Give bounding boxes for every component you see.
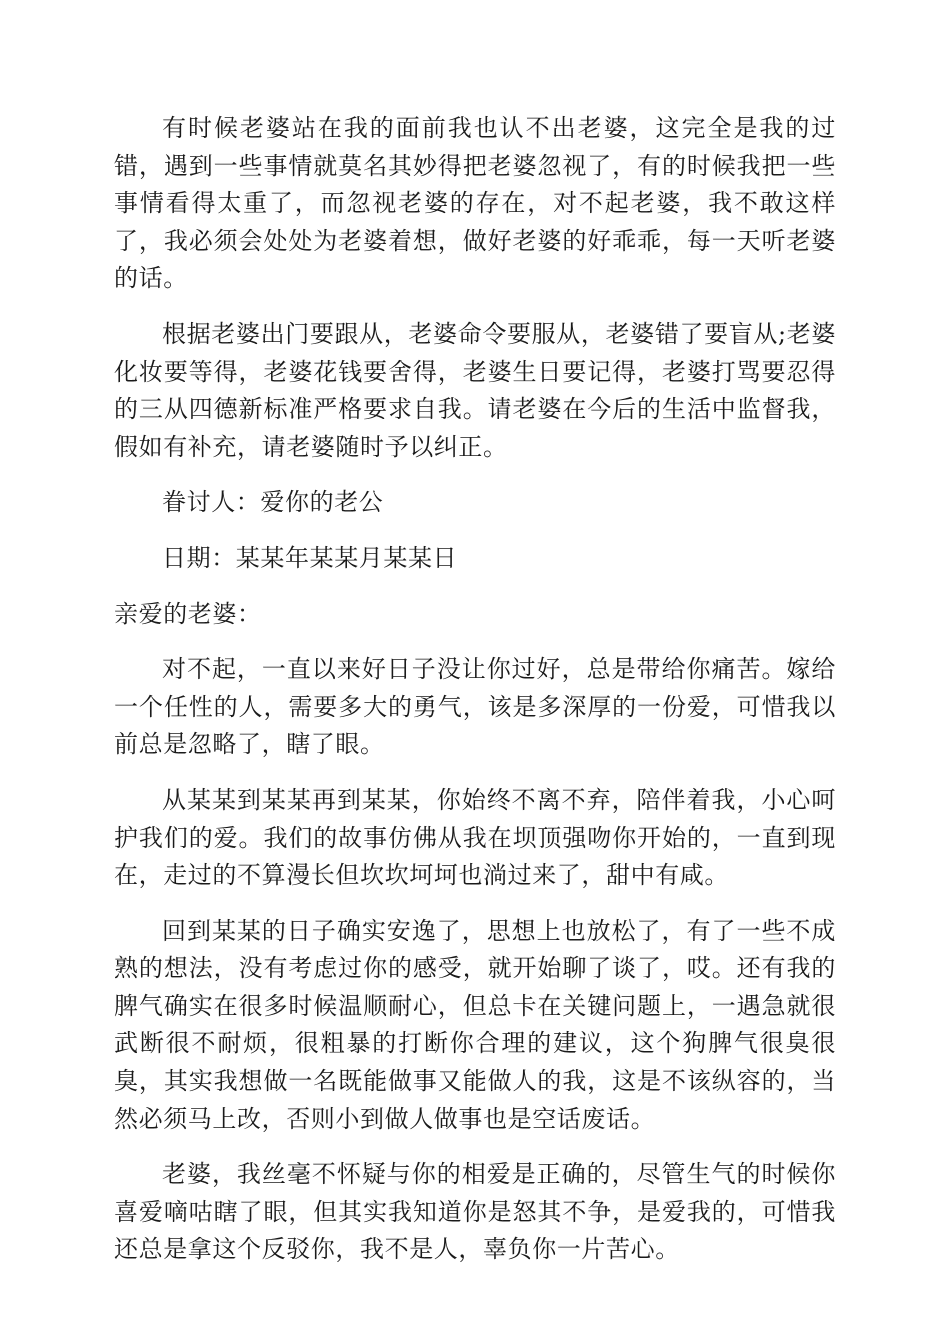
paragraph-promises: 根据老婆出门要跟从，老婆命令要服从，老婆错了要盲从;老婆化妆要等得，老婆花钱要舍得，老婆生日要记得，老婆打骂要忍得的三从四德新标准严格要求自我。请老婆在今后的生活中监督我，假如有补充，请老婆随时予以纠正。 (114, 319, 836, 461)
signature-line: 眷讨人：爱你的老公 (162, 488, 384, 517)
document-body (114, 110, 836, 1287)
paragraph-temper: 回到某某的日子确实安逸了，思想上也放松了，有了一些不成熟的想法，没有考虑过你的感受，就开始聊了谈了，哎。还有我的脾气确实在很多时候温顺耐心，但总卡在关键问题上，一遇急就很武断很不耐烦，很粗暴的打断你合理的建议，这个狗脾气很臭很臭，其实我想做一名既能做事又能做人的我，这是不该纵容的，当然必须马上改，否则小到做人做事也是空话废话。 (114, 916, 836, 1133)
salutation: 亲爱的老婆： (114, 599, 262, 628)
paragraph-love: 老婆，我丝毫不怀疑与你的相爱是正确的，尽管生气的时候你喜爱嘀咕瞎了眼，但其实我知道你是怒其不争，是爱我的，可惜我还总是拿这个反驳你，我不是人，辜负你一片苦心。 (114, 1160, 836, 1264)
date-line: 日期：某某年某某月某某日 (162, 543, 458, 572)
paragraph-story: 从某某到某某再到某某，你始终不离不弃，陪伴着我，小心呵护我们的爱。我们的故事仿佛从我在坝顶强吻你开始的，一直到现在，走过的不算漫长但坎坎坷坷也淌过来了，甜中有咸。 (114, 785, 836, 890)
paragraph-sorry: 对不起，一直以来好日子没让你过好，总是带给你痛苦。嫁给一个任性的人，需要多大的勇气，该是多深厚的一份爱，可惜我以前总是忽略了，瞎了眼。 (114, 655, 836, 759)
paragraph-apology-intro: 有时候老婆站在我的面前我也认不出老婆，这完全是我的过错，遇到一些事情就莫名其妙得把老婆忽视了，有的时候我把一些事情看得太重了，而忽视老婆的存在，对不起老婆，我不敢这样了，我必须会处处为老婆着想，做好老婆的好乖乖，每一天听老婆的话。 (114, 114, 836, 293)
